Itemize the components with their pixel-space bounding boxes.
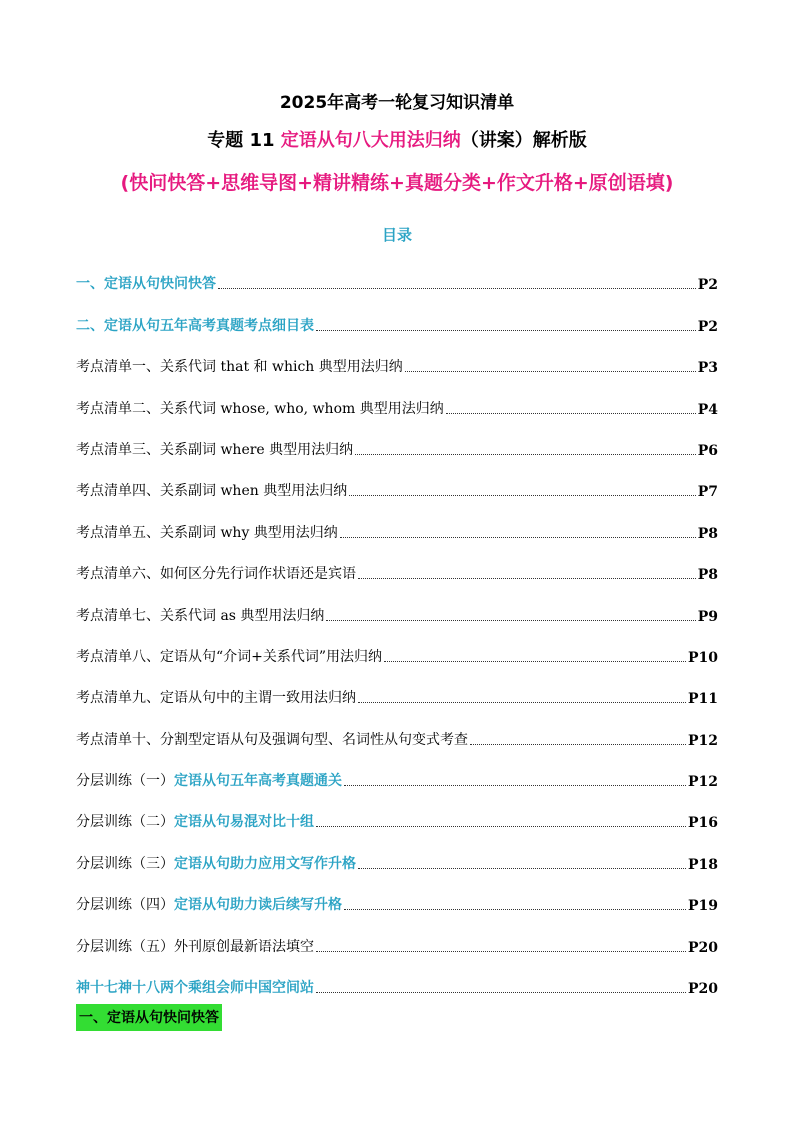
toc-entry[interactable]	[76, 459, 718, 500]
toc-entry-highlight: 二、定语从句五年高考真题考点细目表	[76, 317, 314, 334]
toc-entry-prefix: 考点清单八、定语从句“介词+关系代词”用法归纳	[76, 648, 383, 665]
doc-title: 2025年高考一轮复习知识清单	[279, 93, 515, 113]
toc-leader-dots	[316, 825, 686, 827]
toc-page-number: P18	[687, 856, 718, 873]
toc-entry-highlight: 定语从句助力读后续写升格	[174, 897, 342, 914]
toc-entry-label	[76, 273, 216, 293]
toc-entry[interactable]	[76, 418, 718, 459]
subtitle-topic: 定语从句八大用法归纳	[280, 130, 461, 151]
toc-page-number: P8	[697, 525, 718, 542]
toc-page-number: P19	[687, 898, 718, 915]
toc-entry[interactable]	[76, 293, 718, 334]
subtitle-prefix: 专题 11	[207, 130, 281, 151]
toc-page-number: P11	[687, 691, 718, 708]
toc-entry-label	[76, 356, 403, 376]
subtitle-suffix: （讲案）解析版	[460, 130, 587, 151]
toc-entry[interactable]	[76, 749, 718, 790]
toc-leader-dots	[344, 908, 686, 910]
toc-leader-dots	[358, 577, 696, 579]
toc-entry-label	[76, 480, 347, 500]
toc-leader-dots	[218, 287, 696, 289]
toc-entry-prefix: 考点清单三、关系副词 where 典型用法归纳	[76, 441, 354, 458]
toc-entry-prefix: 考点清单六、如何区分先行词作状语还是宾语	[76, 566, 356, 583]
doc-subtitle	[0, 126, 794, 152]
toc-entry-prefix: 分层训练（四）	[76, 897, 174, 914]
toc-leader-dots	[470, 743, 686, 745]
toc-entry-prefix: 考点清单五、关系副词 why 典型用法归纳	[76, 524, 338, 541]
toc-entry-label	[76, 646, 382, 666]
toc-entry-label	[76, 729, 468, 749]
doc-features-line: (快问快答+思维导图+精讲精练+真题分类+作文升格+原创语填)	[120, 172, 674, 194]
toc-leader-dots	[349, 494, 696, 496]
toc-entry-highlight: 一、定语从句快问快答	[76, 276, 216, 293]
table-of-contents	[76, 252, 718, 997]
toc-entry[interactable]	[76, 252, 718, 293]
toc-entry-label	[76, 770, 342, 790]
toc-page-number: P12	[687, 732, 718, 749]
toc-entry-prefix: 考点清单一、关系代词 that 和 which 典型用法归纳	[76, 359, 403, 376]
toc-entry[interactable]	[76, 376, 718, 417]
toc-page-number: P9	[697, 608, 718, 625]
toc-entry-prefix: 考点清单二、关系代词 whose, who, whom 典型用法归纳	[76, 400, 444, 417]
toc-leader-dots	[358, 701, 686, 703]
toc-entry-label	[76, 563, 356, 583]
toc-entry[interactable]	[76, 542, 718, 583]
toc-entry-prefix: 考点清单四、关系副词 when 典型用法归纳	[76, 483, 348, 500]
toc-entry-label	[76, 977, 314, 997]
toc-entry-prefix: 分层训练（二）	[76, 814, 174, 831]
toc-leader-dots	[358, 867, 686, 869]
toc-page-number: P12	[687, 774, 718, 791]
toc-entry-label	[76, 894, 342, 914]
toc-page-number: P20	[687, 939, 718, 956]
toc-leader-dots	[316, 950, 686, 952]
toc-entry[interactable]	[76, 583, 718, 624]
toc-page-number: P8	[697, 567, 718, 584]
toc-entry-label	[76, 398, 444, 418]
toc-page-number: P20	[687, 981, 718, 998]
toc-entry[interactable]	[76, 790, 718, 831]
toc-entry[interactable]	[76, 500, 718, 541]
toc-entry-prefix: 考点清单七、关系代词 as 典型用法归纳	[76, 607, 325, 624]
toc-page-number: P3	[697, 360, 718, 377]
toc-entry-label	[76, 439, 353, 459]
toc-entry-label	[76, 687, 356, 707]
toc-page-number: P2	[697, 318, 718, 335]
toc-leader-dots	[344, 784, 686, 786]
toc-entry-prefix: 分层训练（三）	[76, 855, 174, 872]
toc-entry-highlight: 定语从句助力应用文写作升格	[174, 855, 356, 872]
toc-heading: 目录	[381, 226, 412, 244]
toc-entry-prefix: 考点清单九、定语从句中的主谓一致用法归纳	[76, 690, 356, 707]
toc-entry-prefix: 分层训练（五）外刊原创最新语法填空	[76, 938, 314, 955]
toc-entry[interactable]	[76, 956, 718, 997]
toc-entry[interactable]	[76, 914, 718, 955]
toc-page-number: P4	[697, 401, 718, 418]
toc-entry-label	[76, 853, 356, 873]
toc-entry-label	[76, 315, 314, 335]
toc-entry-highlight: 神十七神十八两个乘组会师中国空间站	[76, 980, 314, 997]
toc-entry[interactable]	[76, 707, 718, 748]
toc-leader-dots	[405, 370, 696, 372]
toc-entry-highlight: 定语从句易混对比十组	[174, 814, 314, 831]
toc-entry[interactable]	[76, 873, 718, 914]
toc-entry-label	[76, 936, 314, 956]
toc-page-number: P7	[697, 484, 718, 501]
toc-leader-dots	[316, 991, 686, 993]
toc-page-number: P10	[687, 649, 718, 666]
toc-leader-dots	[340, 536, 696, 538]
toc-entry-label	[76, 605, 324, 625]
toc-leader-dots	[355, 453, 696, 455]
toc-entry[interactable]	[76, 666, 718, 707]
toc-entry[interactable]	[76, 831, 718, 872]
toc-entry-label	[76, 522, 338, 542]
toc-entry[interactable]	[76, 625, 718, 666]
toc-entry[interactable]	[76, 335, 718, 376]
toc-leader-dots	[446, 412, 696, 414]
toc-page-number: P6	[697, 442, 718, 459]
toc-entry-prefix: 考点清单十、分割型定语从句及强调句型、名词性从句变式考查	[76, 731, 468, 748]
toc-leader-dots	[326, 619, 695, 621]
toc-leader-dots	[384, 660, 686, 662]
toc-page-number: P16	[687, 815, 718, 832]
toc-entry-prefix: 分层训练（一）	[76, 773, 174, 790]
toc-leader-dots	[316, 329, 696, 331]
toc-entry-label	[76, 811, 314, 831]
section-heading: 一、定语从句快问快答	[76, 1004, 222, 1031]
toc-entry-highlight: 定语从句五年高考真题通关	[174, 773, 342, 790]
toc-page-number: P2	[697, 277, 718, 294]
